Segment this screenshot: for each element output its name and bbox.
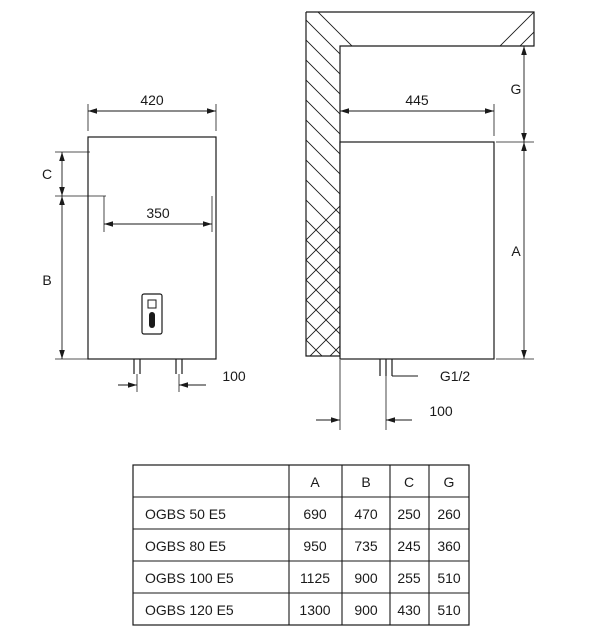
dim-label-A: A	[511, 243, 521, 259]
table-cell-model: OGBS 100 E5	[145, 570, 234, 586]
table-cell-g: 510	[437, 602, 461, 618]
table-cell-c: 430	[397, 602, 421, 618]
control-panel-knob	[149, 312, 155, 328]
table-cell-g: 260	[437, 506, 461, 522]
specification-table	[133, 465, 469, 625]
table-cell-model: OGBS 50 E5	[145, 506, 226, 522]
table-cell-a: 950	[303, 538, 327, 554]
dim-label-100-side: 100	[429, 403, 453, 419]
table-cell-c: 255	[397, 570, 421, 586]
table-header-G: G	[443, 474, 455, 490]
table-row	[145, 570, 461, 586]
table-header-B: B	[361, 474, 371, 490]
control-panel-display	[148, 300, 156, 308]
table-cell-a: 690	[303, 506, 327, 522]
table-header-C: C	[403, 474, 415, 490]
table-cell-a: 1125	[299, 570, 331, 586]
dim-label-B: B	[42, 272, 52, 288]
table-header-A: A	[310, 474, 320, 490]
table-cell-g: 360	[437, 538, 461, 554]
table-row	[145, 602, 461, 618]
front-view	[42, 92, 246, 392]
dim-label-C: C	[41, 166, 53, 182]
table-cell-model: OGBS 120 E5	[145, 602, 234, 618]
dim-label-445: 445	[405, 92, 429, 108]
dim-label-g12: G1/2	[439, 368, 471, 384]
table-cell-c: 250	[397, 506, 421, 522]
dim-label-100-front: 100	[222, 368, 246, 384]
dim-label-350: 350	[146, 205, 170, 221]
table-cell-b: 900	[354, 602, 378, 618]
table-cell-model: OGBS 80 E5	[145, 538, 226, 554]
dim-label-G: G	[510, 81, 522, 97]
table-cell-b: 900	[354, 570, 378, 586]
dim-label-420: 420	[140, 92, 164, 108]
table-cell-g: 510	[437, 570, 461, 586]
table-row	[145, 538, 461, 554]
table-cell-b: 470	[354, 506, 378, 522]
table-cell-a: 1300	[299, 602, 331, 618]
table-row	[145, 506, 461, 522]
table-cell-b: 735	[354, 538, 378, 554]
table-cell-c: 245	[397, 538, 421, 554]
side-tank-body	[340, 142, 494, 359]
